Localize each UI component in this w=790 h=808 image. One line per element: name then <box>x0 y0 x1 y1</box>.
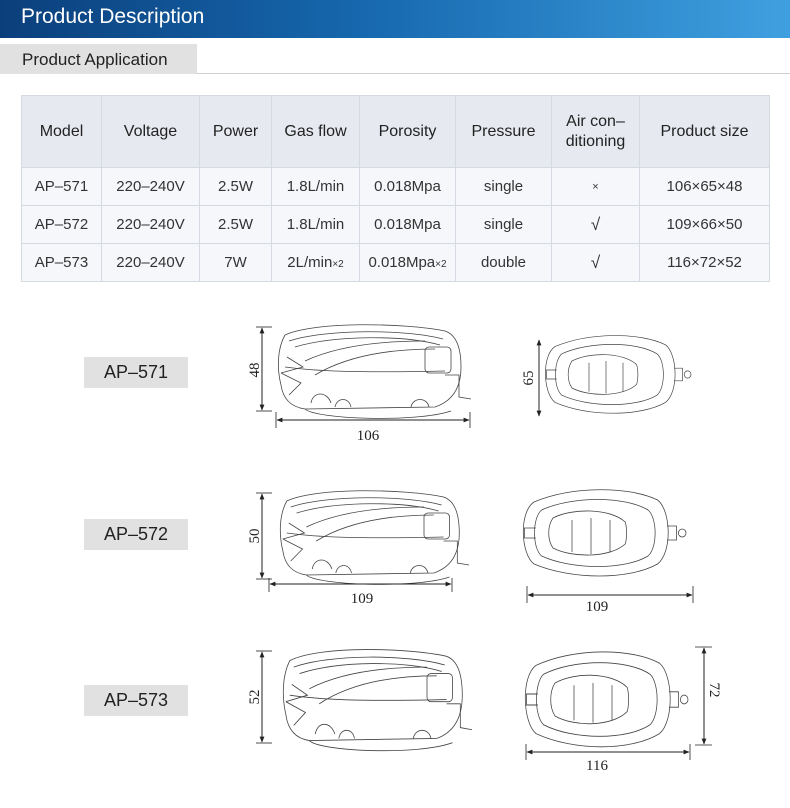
gas-flow-multiplier: ×2 <box>332 259 344 270</box>
column-header: Product size <box>640 96 770 168</box>
ap573-side-view <box>247 650 472 751</box>
dimension-height-label: 52 <box>247 689 263 705</box>
column-header: Air con– ditioning <box>552 96 640 168</box>
dimension-width-label: 72 <box>706 682 722 698</box>
ap573-top-view <box>525 647 722 774</box>
porosity-value: 0.018Mpa <box>368 254 436 271</box>
cell-model: AP–573 <box>22 244 102 282</box>
ap572-side-view <box>247 491 469 607</box>
ap571-top-view <box>521 336 691 416</box>
dimension-height-label: 50 <box>247 528 263 544</box>
cell-size: 109×66×50 <box>640 206 770 244</box>
dimension-length-label: 109 <box>585 599 609 615</box>
cell-pressure: double <box>456 244 552 282</box>
cell-voltage: 220–240V <box>102 168 200 206</box>
cell-air-conditioning: √ <box>552 244 640 282</box>
page-title: Product Description <box>21 5 205 28</box>
gas-flow-value: 2L/min <box>287 254 333 271</box>
porosity-value: 0.018Mpa <box>374 178 441 195</box>
porosity-multiplier: ×2 <box>435 259 447 270</box>
dimension-height-label: 48 <box>247 362 263 378</box>
cell-power: 2.5W <box>200 168 272 206</box>
cell-model: AP–571 <box>22 168 102 206</box>
cell-model: AP–572 <box>22 206 102 244</box>
column-header: Porosity <box>360 96 456 168</box>
column-header: Model <box>22 96 102 168</box>
column-header: Voltage <box>102 96 200 168</box>
cell-pressure: single <box>456 168 552 206</box>
ap572-top-view <box>523 490 693 615</box>
dimension-length-label: 116 <box>586 758 608 774</box>
section-title: Product Application <box>22 50 168 69</box>
column-header: Pressure <box>456 96 552 168</box>
gas-flow-value: 1.8L/min <box>286 178 345 195</box>
cell-size: 116×72×52 <box>640 244 770 282</box>
column-header: Gas flow <box>272 96 360 168</box>
porosity-value: 0.018Mpa <box>374 216 441 233</box>
cell-voltage: 220–240V <box>102 244 200 282</box>
model-label: AP–573 <box>103 690 169 710</box>
dimension-width-label: 65 <box>521 370 537 386</box>
ap571-side-view <box>247 325 471 444</box>
cell-size: 106×65×48 <box>640 168 770 206</box>
dimension-length-label: 106 <box>356 428 380 444</box>
cell-voltage: 220–240V <box>102 206 200 244</box>
cell-power: 2.5W <box>200 206 272 244</box>
cell-air-conditioning: × <box>552 168 640 206</box>
model-label: AP–571 <box>103 362 169 382</box>
cell-pressure: single <box>456 206 552 244</box>
dimension-length-label: 109 <box>350 591 374 607</box>
model-label: AP–572 <box>103 524 169 544</box>
gas-flow-value: 1.8L/min <box>286 216 345 233</box>
cell-power: 7W <box>200 244 272 282</box>
column-header: Power <box>200 96 272 168</box>
cell-air-conditioning: √ <box>552 206 640 244</box>
